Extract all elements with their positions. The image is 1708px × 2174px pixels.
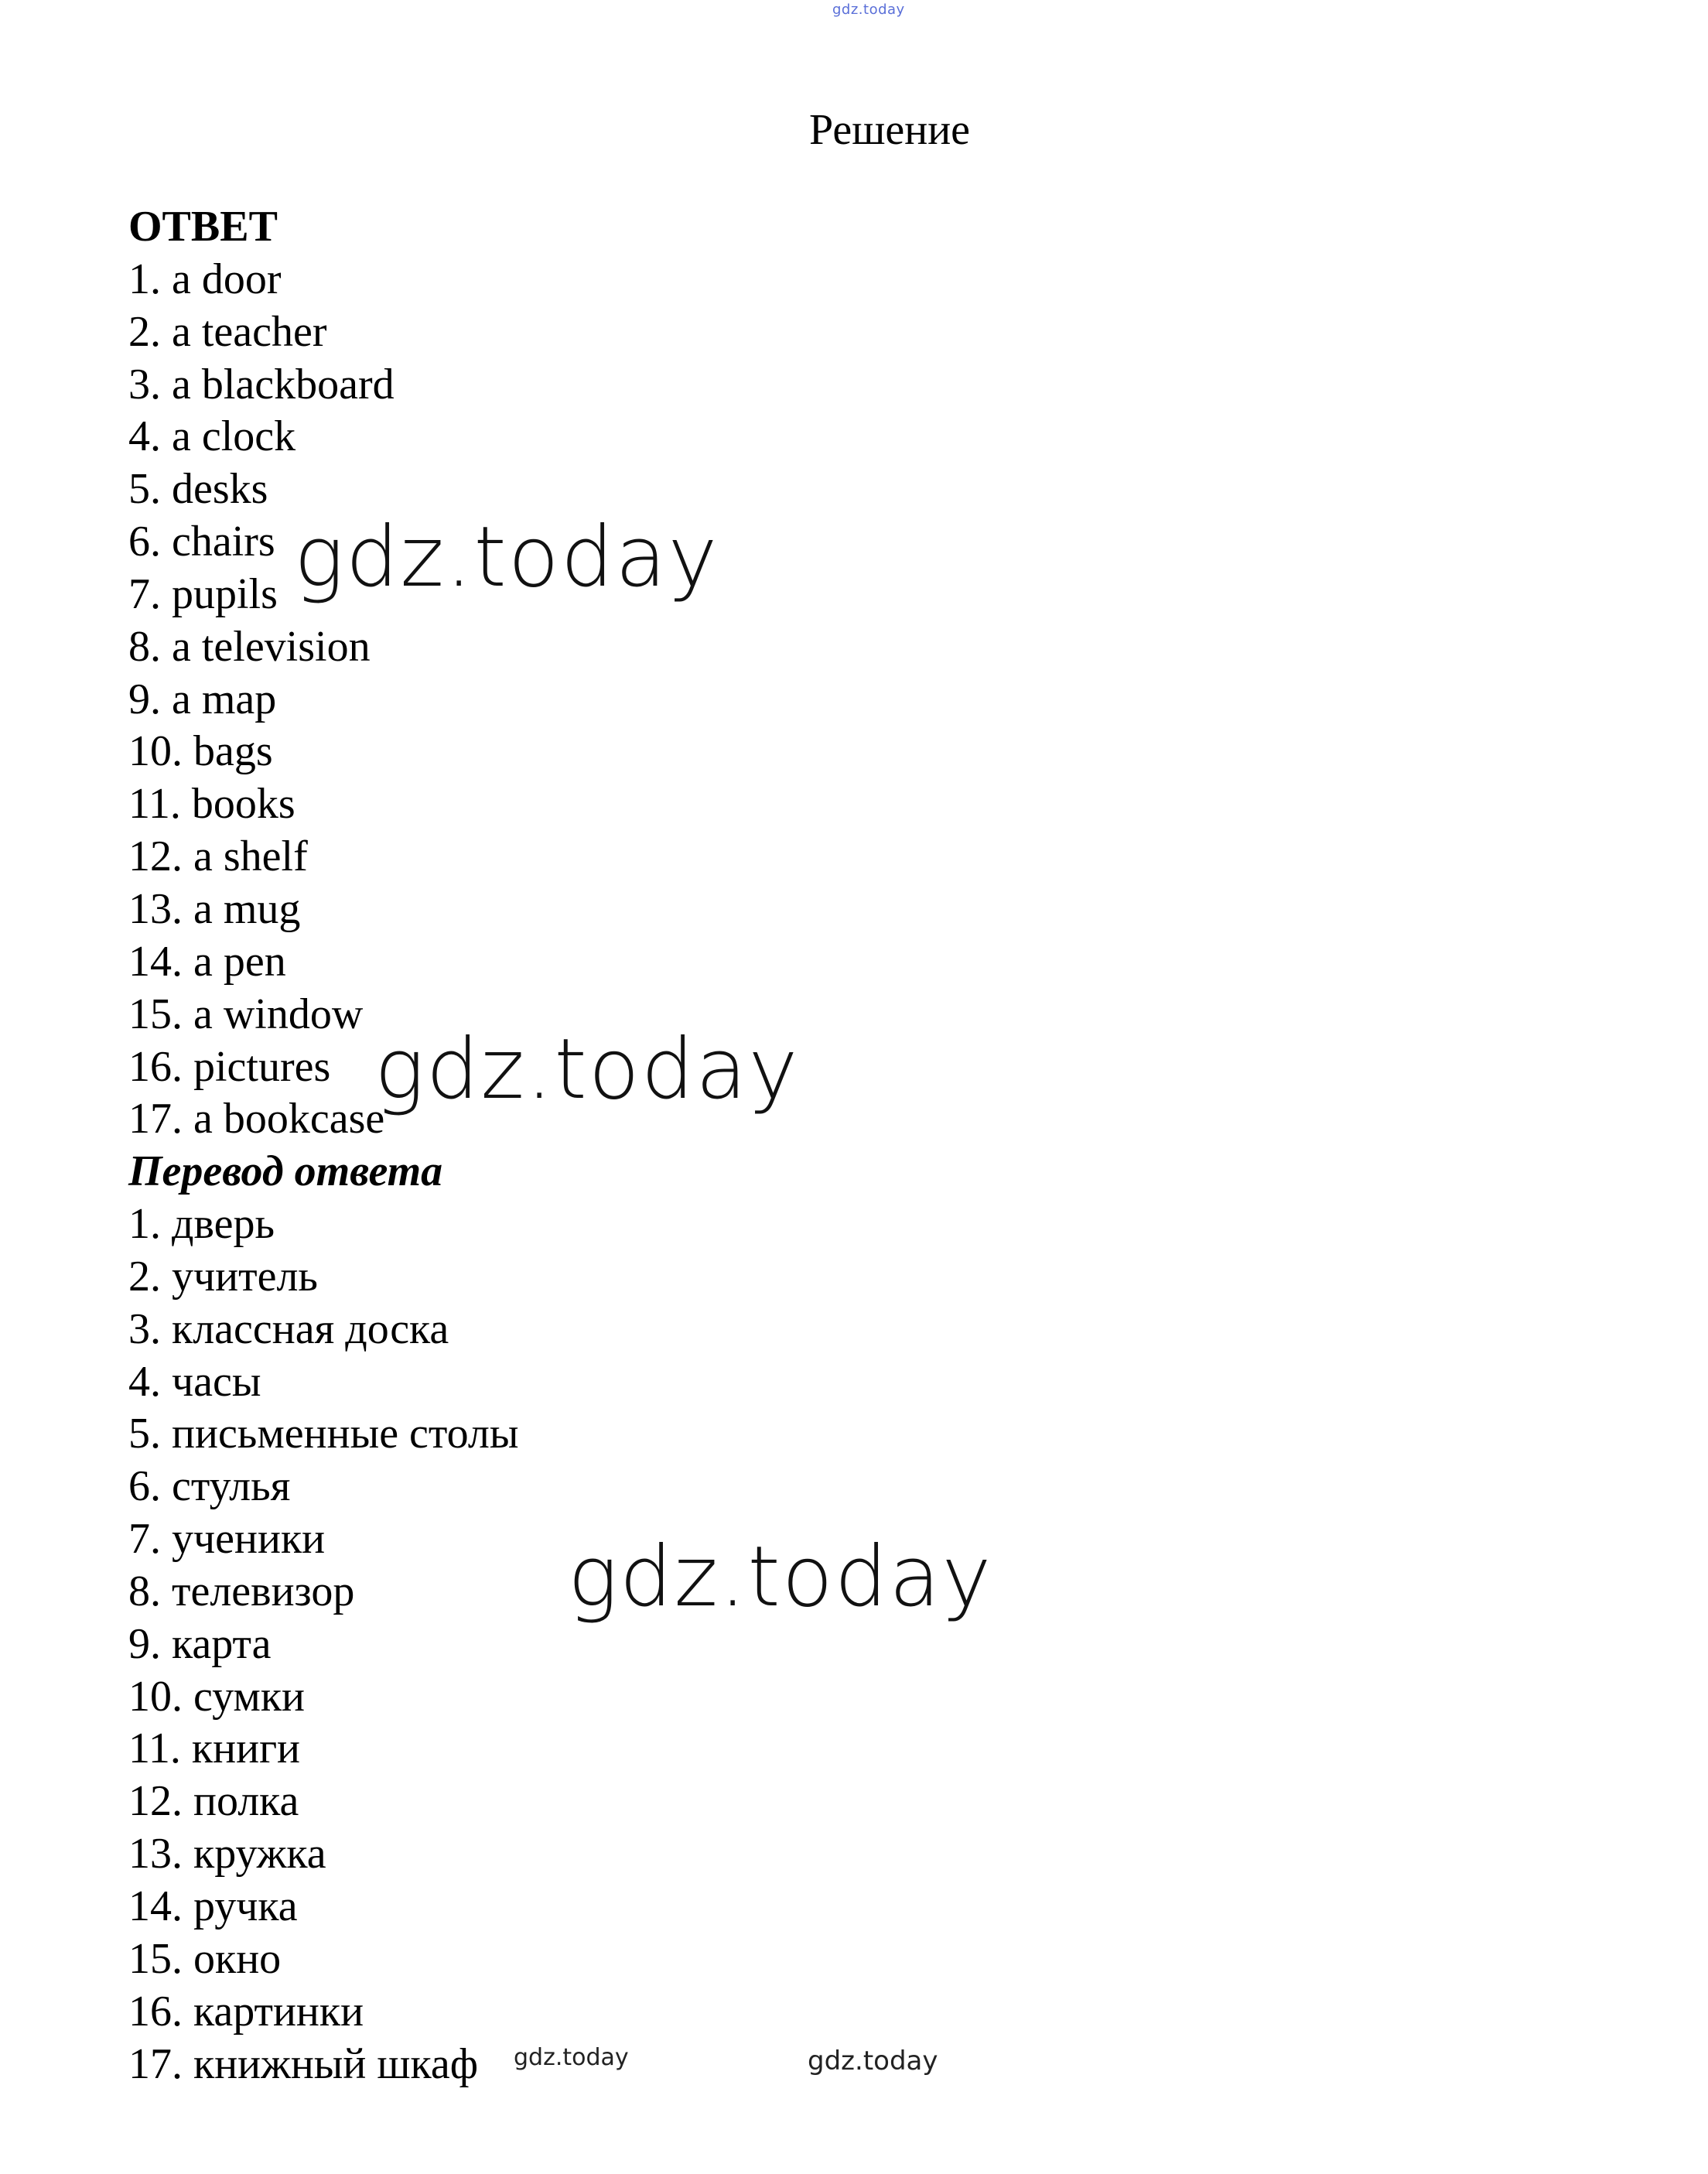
translation-item: 15. окно — [128, 1934, 282, 1983]
answer-item: 5. desks — [128, 465, 268, 514]
translation-item: 9. карта — [128, 1619, 272, 1668]
translation-item: 13. кружка — [128, 1830, 326, 1878]
translation-item: 4. часы — [128, 1357, 261, 1406]
translation-item: 11. книги — [128, 1725, 301, 1773]
translation-item: 6. стулья — [128, 1462, 291, 1511]
answer-heading: ОТВЕТ — [128, 203, 278, 251]
watermark-small: gdz.today — [808, 2046, 938, 2077]
translation-item: 2. учитель — [128, 1252, 318, 1301]
translation-item: 10. сумки — [128, 1672, 305, 1721]
watermark-large: gdz.today — [294, 509, 719, 606]
answer-item: 2. a teacher — [128, 307, 327, 356]
answer-list — [128, 254, 1057, 1146]
answer-item: 16. pictures — [128, 1042, 331, 1091]
translation-item: 3. классная доска — [128, 1304, 449, 1353]
watermark-large: gdz.today — [568, 1529, 993, 1625]
top-watermark: gdz.today — [832, 2, 905, 18]
watermark-large: gdz.today — [374, 1021, 800, 1118]
answer-item: 13. a mug — [128, 884, 301, 933]
watermark-small: gdz.today — [514, 2044, 629, 2071]
translation-item: 7. ученики — [128, 1515, 326, 1564]
answer-item: 4. a clock — [128, 412, 296, 461]
answer-item: 15. a window — [128, 990, 364, 1038]
translation-item: 12. полка — [128, 1777, 299, 1826]
translation-heading: Перевод ответа — [128, 1147, 443, 1196]
translation-item: 14. ручка — [128, 1882, 298, 1930]
translation-item: 16. картинки — [128, 1987, 364, 2036]
answer-item: 8. a television — [128, 622, 371, 671]
translation-item: 1. дверь — [128, 1200, 275, 1249]
answer-item: 10. bags — [128, 727, 273, 776]
translation-item: 5. письменные столы — [128, 1410, 519, 1458]
answer-item: 14. a pen — [128, 937, 286, 986]
answer-item: 3. a blackboard — [128, 360, 395, 408]
answer-item: 1. a door — [128, 255, 282, 303]
answer-item: 11. books — [128, 780, 295, 829]
answer-item: 12. a shelf — [128, 832, 308, 881]
answer-item: 17. a bookcase — [128, 1095, 385, 1143]
answer-item: 7. pupils — [128, 569, 278, 618]
page-title: Решение — [808, 106, 971, 154]
translation-list — [128, 1198, 1057, 2090]
translation-item: 17. книжный шкаф — [128, 2039, 479, 2088]
translation-item: 8. телевизор — [128, 1567, 355, 1615]
answer-item: 9. a map — [128, 675, 277, 723]
document-body — [128, 201, 1057, 2090]
answer-item: 6. chairs — [128, 518, 275, 566]
